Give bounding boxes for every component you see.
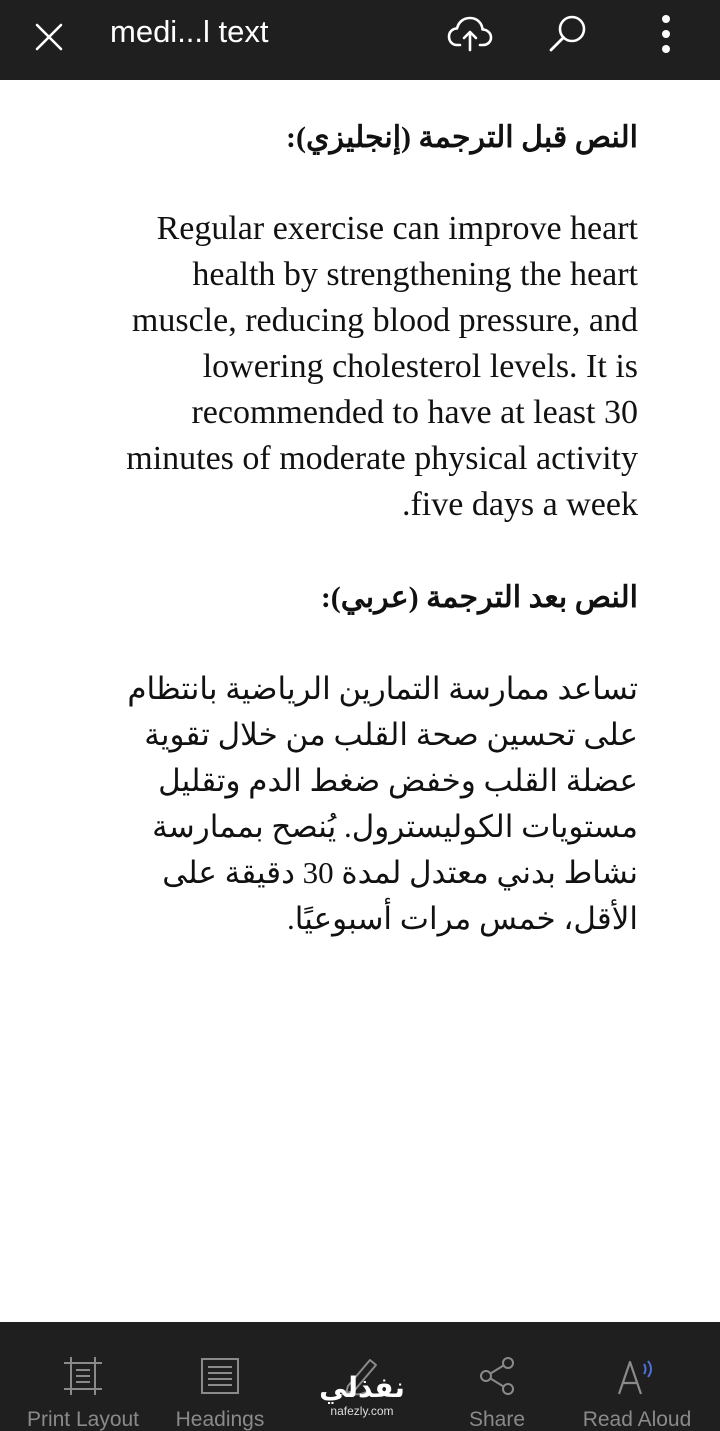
read-aloud-label: Read Aloud — [582, 1408, 692, 1431]
share-button[interactable] — [436, 1322, 558, 1431]
watermark-arabic: نفذلي — [319, 1371, 405, 1404]
print-layout-icon — [61, 1354, 105, 1398]
top-app-bar — [0, 0, 720, 80]
read-aloud-icon — [615, 1354, 659, 1398]
cloud-upload-icon — [447, 14, 493, 54]
heading-after-translation: النص بعد الترجمة (عربي): — [320, 581, 638, 614]
search-icon — [546, 12, 590, 56]
document-page[interactable] — [0, 80, 720, 1322]
read-aloud-button[interactable] — [566, 1322, 708, 1431]
document-title: medi...l text — [110, 14, 269, 49]
more-vertical-icon — [660, 14, 672, 54]
watermark-latin: nafezly.com — [330, 1404, 394, 1418]
heading-before-translation: النص قبل الترجمة (إنجليزي): — [286, 121, 638, 154]
share-icon — [475, 1354, 519, 1398]
more-options-button[interactable] — [640, 8, 692, 60]
headings-button[interactable] — [160, 1322, 280, 1431]
watermark — [312, 1372, 412, 1431]
paragraph-arabic: تساعد ممارسة التمارين الرياضية بانتظام على تحسين صحة القلب من خلال تقوية عضلة القلب وخفض ضغط الدم وتقليل مستويات الكوليسترول. يُنصح بممارسة نشاط بدني معتدل لمدة 30 دقيقة على الأقل، خمس مرات أسبوعيًا. — [127, 671, 638, 936]
paragraph-english: Regular exercise can improve heart health by strengthening the heart muscle, reducing blood pressure, and lowering cholesterol levels. It is recommended to have at least 30 minutes of moderate physical activity five days a week. — [126, 210, 638, 523]
close-icon — [34, 22, 64, 52]
upload-button[interactable] — [444, 8, 496, 60]
headings-label: Headings — [175, 1408, 265, 1431]
headings-icon — [198, 1354, 242, 1398]
print-layout-button[interactable] — [14, 1322, 152, 1431]
share-label: Share — [468, 1408, 526, 1431]
close-button[interactable] — [24, 12, 74, 62]
search-button[interactable] — [542, 8, 594, 60]
print-layout-label: Print Layout — [26, 1408, 140, 1431]
